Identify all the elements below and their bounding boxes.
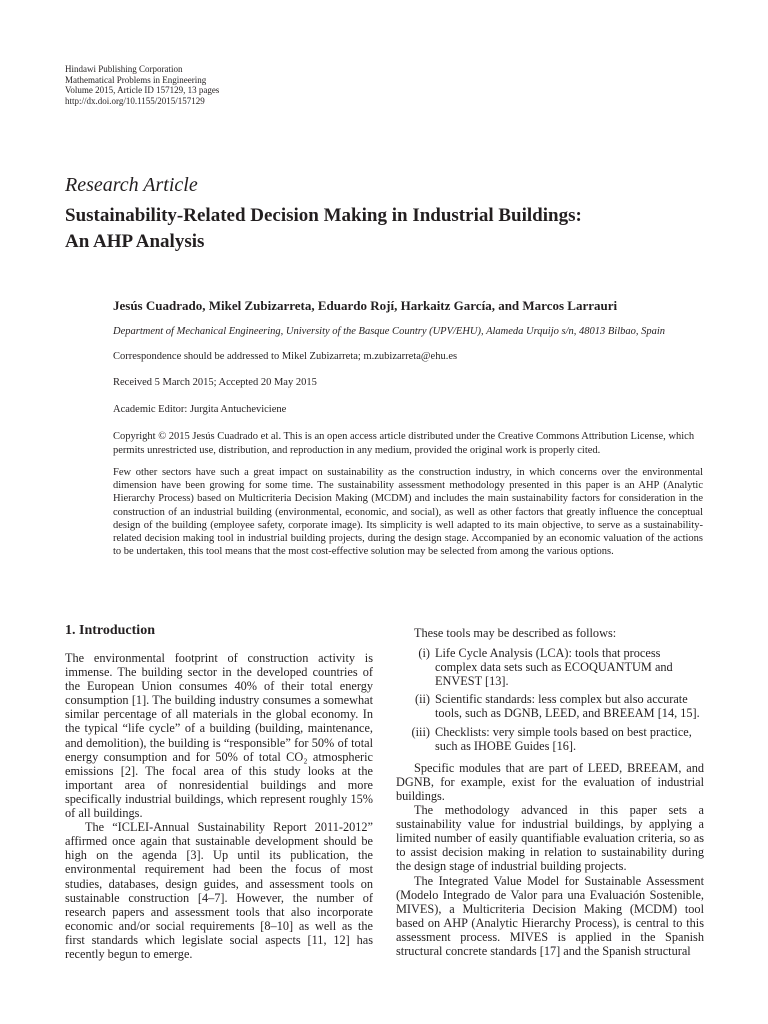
copyright-notice: Copyright © 2015 Jesús Cuadrado et al. This is an open access article distributed under the Creative Commons Attribution License, which permits unrestricted use, distribution, and reproduction in any medium, provided the original work is properly cited. [113,431,695,456]
affiliation: Department of Mechanical Engineering, University of the Basque Country (UPV/EHU), Alameda Urquijo s/n, 48013 Bilbao, Spain [113,326,666,337]
tools-intro: These tools may be described as follows: [414,626,617,640]
author-list: Jesús Cuadrado, Mikel Zubizarreta, Eduardo Rojí, Harkaitz García, and Marcos Larrauri [113,298,618,313]
list-item [396,692,704,720]
publisher-name: Hindawi Publishing Corporation [65,64,183,74]
right-paragraph-2: The methodology advanced in this paper sets a sustainability value for industrial buildings, by applying a limited number of easily quantifiable evaluation criteria, so as to assist decision making in relation to sustainability during the design stage of industrial building projects. [396,803,704,874]
list-item [396,725,704,753]
right-paragraph-1: Specific modules that are part of LEED, BREEAM, and DGNB, for example, exist for the evaluation of industrial buildings. [396,760,704,803]
doi-link[interactable]: http://dx.doi.org/10.1155/2015/157129 [65,95,205,106]
section-heading-introduction: 1. Introduction [65,623,155,638]
journal-name: Mathematical Problems in Engineering [65,74,207,85]
right-paragraph-3: The Integrated Value Model for Sustainable Assessment (Modelo Integrado de Valor para una Evaluación Sostenible, MIVES), a Multicriteria Decision Making (MCDM) tool based on AHP (Analytic Hierarchy Process), is central to this assessment process. MIVES is applied in the Spanish structural concrete standards [17] and the Spanish structural [396,873,704,958]
list-item-number: (i) [418,646,430,661]
title-line-2: An AHP Analysis [65,231,205,252]
intro-paragraph-2: The “ICLEI-Annual Sustainability Report 2011-2012” affirmed once again that sustainable development should be high on the agenda [3]. Up until its publication, the environmental requirement had been the focus of most studies, databases, design guides, and assessment tools on sustainable construction [4–7]. However, the number of research papers and assessment tools that also incorporate economic and/or social requirements [8–10] as well as the first standards which legislate social aspects [11, 12] has recently begun to emerge. [65,820,373,961]
list-item-number: (ii) [414,692,430,707]
tools-list [396,646,704,753]
received-dates: Received 5 March 2015; Accepted 20 May 2015 [113,377,317,388]
intro-paragraph-1: The environmental footprint of construction activity is immense. The building sector in the developed countries of the European Union consumes 40% of their total energy consumption [1]. The building industry consumes a somewhat similar percentage of all materials in the global economy. In the typical “life cycle” of a building (building, maintenance, and demolition), the building is “responsible” for 50% of total energy consumption and for 50% of total CO₂ atmospheric emissions [2]. The focal area of this study looks at the important area of nonresidential buildings and more specifically industrial buildings, which represent roughly 15% of all buildings. [65,651,373,821]
volume-info: Volume 2015, Article ID 157129, 13 pages [65,85,220,95]
list-item-number: (iii) [411,724,430,739]
academic-editor: Academic Editor: Jurgita Antucheviciene [113,404,287,415]
list-item-text: Scientific standards: less complex but also accurate tools, such as DGNB, LEED, and BREEAM [14, 15]. [435,692,700,721]
abstract: Few other sectors have such a great impact on sustainability as the construction industry, in which concerns over the environmental dimension have been growing for some time. The sustainability assessment methodology presented in this paper is an AHP (Analytic Hierarchy Process) based on Multicriteria Decision Making (MCDM) and includes the main sustainability factors for consideration in the construction of an industrial building (environmental, economic, and social), as well as other factors that greatly influence the conceptual design of the building (employee safety, corporate image). Its simplicity is well adapted to its main objective, to serve as a sustainability-related decision making tool in industrial building projects, during the design stage. Accompanied by an economic valuation of the actions to be undertaken, this tool means that the most cost-effective solution may be selected from among the various options. [113,467,703,558]
title-line-1: Sustainability-Related Decision Making in Industrial Buildings: [65,205,582,226]
journal-header [65,64,219,106]
right-column [396,626,704,958]
list-item-text: Life Cycle Analysis (LCA): tools that process complex data sets such as ECOQUANTUM and ENVEST [13]. [435,646,673,689]
paper-title [65,203,725,255]
list-item [396,646,704,688]
article-type: Research Article [65,174,198,196]
list-item-text: Checklists: very simple tools based on best practice, such as IHOBE Guides [16]. [435,724,692,753]
left-column [65,651,373,961]
correspondence: Correspondence should be addressed to Mikel Zubizarreta; m.zubizarreta@ehu.es [113,351,458,362]
